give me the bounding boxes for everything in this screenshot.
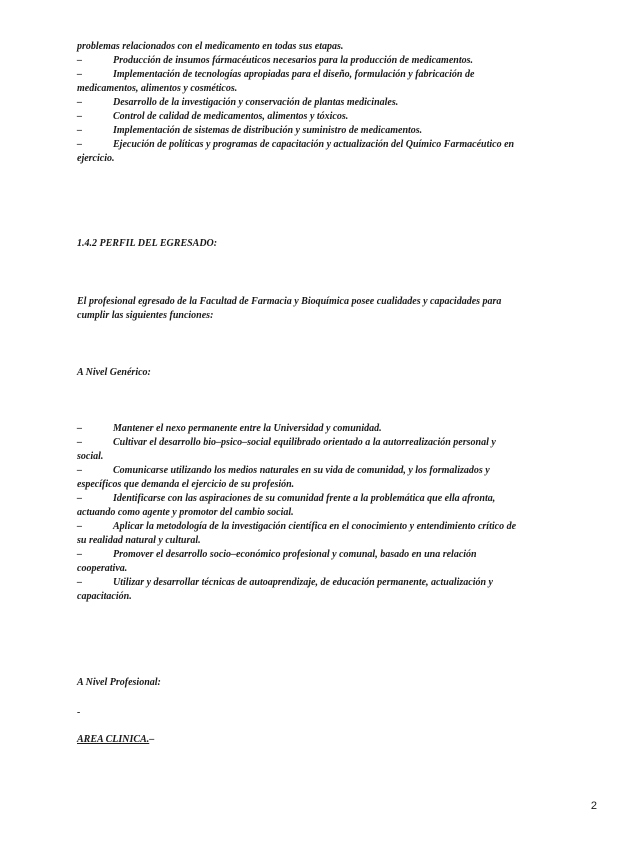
continuation-line: problemas relacionados con el medicamento en todas sus etapas. (77, 41, 344, 52)
list-item: Utilizar y desarrollar técnicas de autoaprendizaje, de educación permanente, actualización y (113, 577, 493, 588)
dash-line: - (77, 707, 81, 718)
section-heading: 1.4.2 PERFIL DEL EGRESADO: (77, 238, 218, 249)
list-dash: – (77, 97, 82, 108)
list-item: Implementación de tecnologías apropiadas para el diseño, formulación y fabricación de (113, 69, 475, 80)
list-dash: – (77, 111, 82, 122)
professional-heading: A Nivel Profesional: (77, 677, 161, 688)
list-item: Promover el desarrollo socio–económico profesional y comunal, basado en una relación (113, 549, 477, 560)
area-clinica-suffix: – (149, 734, 155, 745)
list-item-continuation: social. (77, 451, 104, 462)
list-item-continuation: capacitación. (77, 591, 132, 602)
generic-heading: A Nivel Genérico: (77, 367, 151, 378)
list-item: Implementación de sistemas de distribución y suministro de medicamentos. (113, 125, 423, 136)
area-clinica-heading (77, 733, 154, 747)
area-clinica-label: AREA CLINICA. (77, 734, 150, 745)
list-dash: – (77, 125, 82, 136)
list-dash: – (77, 139, 82, 150)
list-item-continuation: su realidad natural y cultural. (77, 535, 201, 546)
list-item-continuation: específicos que demanda el ejercicio de su profesión. (77, 479, 295, 490)
page-number: 2 (590, 800, 597, 812)
list-dash: – (77, 577, 82, 588)
list-dash: – (77, 521, 82, 532)
list-item: Desarrollo de la investigación y conservación de plantas medicinales. (113, 97, 399, 108)
list-item: Producción de insumos fármacéuticos necesarios para la producción de medicamentos. (113, 55, 473, 66)
list-item: Aplicar la metodología de la investigación científica en el conocimiento y entendimiento crítico de (113, 521, 517, 532)
list-dash: – (77, 69, 82, 80)
list-item-continuation: cooperativa. (77, 563, 128, 574)
list-item-continuation: medicamentos, alimentos y cosméticos. (77, 83, 238, 94)
list-dash: – (77, 55, 82, 66)
list-item: Mantener el nexo permanente entre la Universidad y comunidad. (113, 423, 382, 434)
list-item: Identificarse con las aspiraciones de su comunidad frente a la problemática que ella afronta, (113, 493, 496, 504)
list-dash: – (77, 465, 82, 476)
intro-line: El profesional egresado de la Facultad de Farmacia y Bioquímica posee cualidades y capacidades para (77, 296, 502, 307)
list-item-continuation: ejercicio. (77, 153, 115, 164)
list-item: Comunicarse utilizando los medios naturales en su vida de comunidad, y los formalizados y (113, 465, 490, 476)
list-item: Ejecución de políticas y programas de capacitación y actualización del Químico Farmacéutico en (113, 139, 515, 150)
list-dash: – (77, 423, 82, 434)
list-item: Control de calidad de medicamentos, alimentos y tóxicos. (113, 111, 349, 122)
intro-line: cumplir las siguientes funciones: (77, 310, 214, 321)
list-dash: – (77, 437, 82, 448)
list-dash: – (77, 549, 82, 560)
list-item-continuation: actuando como agente y promotor del cambio social. (77, 507, 294, 518)
list-dash: – (77, 493, 82, 504)
list-item: Cultivar el desarrollo bio–psico–social equilibrado orientado a la autorrealización personal y (113, 437, 496, 448)
